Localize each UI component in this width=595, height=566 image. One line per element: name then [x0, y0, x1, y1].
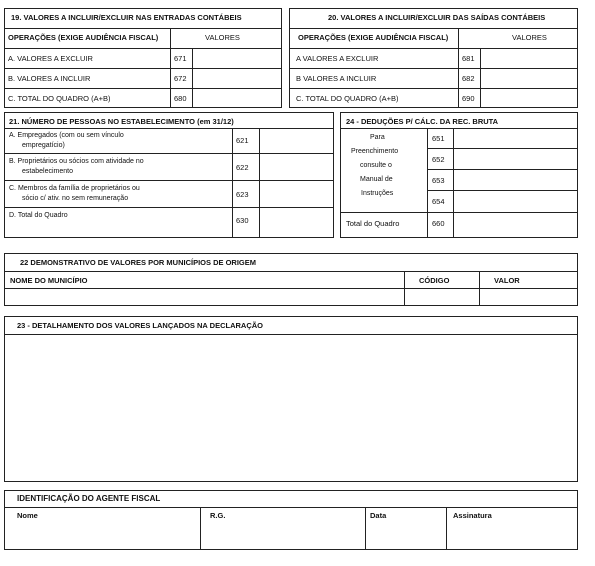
- divider: [4, 507, 578, 508]
- agent-col-assinatura: Assinatura: [453, 511, 492, 520]
- s22-col-codigo: CÓDIGO: [419, 276, 450, 285]
- s21-row-code: 621: [236, 136, 249, 145]
- s20-value-field[interactable]: [481, 89, 577, 107]
- s22-municipio-field[interactable]: [5, 289, 403, 305]
- s20-row-code: 690: [462, 94, 475, 103]
- s21-row-line2: empregatício): [22, 142, 65, 149]
- agent-col-rg: R.G.: [210, 511, 226, 520]
- agent-title: IDENTIFICAÇÃO DO AGENTE FISCAL: [17, 494, 161, 503]
- s19-value-field[interactable]: [193, 49, 281, 67]
- s20-row-label: C. TOTAL DO QUADRO (A+B): [296, 94, 399, 103]
- s20-col-operations: OPERAÇÕES (EXIGE AUDIÊNCIA FISCAL): [298, 33, 449, 42]
- s21-row-line1: A. Empregados (com ou sem vínculo: [9, 132, 124, 139]
- s19-row-label: C. TOTAL DO QUADRO (A+B): [8, 94, 111, 103]
- s20-value-field[interactable]: [481, 49, 577, 67]
- s19-row-label: B. VALORES A INCLUIR: [8, 74, 91, 83]
- section-19-title: 19. VALORES A INCLUIR/EXCLUIR NAS ENTRADAS CONTÁBEIS: [11, 13, 242, 22]
- s24-total-field[interactable]: [454, 213, 577, 237]
- s21-row-code: 622: [236, 163, 249, 172]
- s21-row-line1: B. Proprietários ou sócios com atividade no: [9, 158, 144, 165]
- s23-details-area[interactable]: [5, 335, 577, 481]
- s24-code: 654: [432, 197, 445, 206]
- s24-code: 653: [432, 176, 445, 185]
- s24-code: 652: [432, 155, 445, 164]
- s24-total-label: Total do Quadro: [346, 219, 400, 228]
- section-20-title: 20. VALORES A INCLUIR/EXCLUIR DAS SAÍDAS CONTÁBEIS: [328, 13, 546, 22]
- s19-row-code: 680: [174, 94, 187, 103]
- s19-col-values: VALORES: [205, 33, 240, 42]
- s20-row-label: B VALORES A INCLUIR: [296, 74, 377, 83]
- s21-row-line1: D. Total do Quadro: [9, 212, 68, 219]
- s19-row-label: A. VALORES A EXCLUIR: [8, 54, 93, 63]
- s24-instruction-line: Instruções: [361, 190, 394, 197]
- agent-col-nome: Nome: [17, 511, 38, 520]
- agent-rg-field[interactable]: [201, 523, 364, 549]
- s20-value-field[interactable]: [481, 69, 577, 87]
- s24-instruction-line: Preenchimento: [351, 148, 399, 155]
- s22-valor-field[interactable]: [480, 289, 577, 305]
- s21-value-field[interactable]: [260, 154, 333, 179]
- s20-row-code: 681: [462, 54, 475, 63]
- s24-value-field[interactable]: [454, 170, 577, 189]
- s24-value-field[interactable]: [454, 191, 577, 211]
- agent-data-field[interactable]: [366, 523, 445, 549]
- s22-col-valor: VALOR: [494, 276, 520, 285]
- s21-row-line2: estabelecimento: [22, 168, 73, 175]
- s21-value-field[interactable]: [260, 181, 333, 206]
- section-24-title: 24 - DEDUÇÕES P/ CÁLC. DA REC. BRUTA: [346, 117, 499, 126]
- s21-value-field[interactable]: [260, 129, 333, 152]
- divider: [4, 271, 578, 272]
- agent-col-data: Data: [370, 511, 387, 520]
- s19-value-field[interactable]: [193, 89, 281, 107]
- agent-nome-field[interactable]: [5, 523, 199, 549]
- agent-assinatura-field[interactable]: [447, 523, 577, 549]
- section-21-title: 21. NÚMERO DE PESSOAS NO ESTABELECIMENTO (em 31/12): [9, 117, 234, 126]
- s22-col-municipio: NOME DO MUNICÍPIO: [10, 276, 88, 285]
- s24-instruction-line: Para: [370, 134, 385, 141]
- s19-value-field[interactable]: [193, 69, 281, 87]
- s24-instruction-line: consulte o: [360, 162, 392, 169]
- s20-col-values: VALORES: [512, 33, 547, 42]
- s22-codigo-field[interactable]: [405, 289, 478, 305]
- s20-row-code: 682: [462, 74, 475, 83]
- divider: [232, 128, 233, 238]
- s19-row-code: 671: [174, 54, 187, 63]
- divider: [289, 28, 578, 29]
- s24-value-field[interactable]: [454, 129, 577, 147]
- s21-value-field[interactable]: [260, 208, 333, 237]
- s24-value-field[interactable]: [454, 149, 577, 168]
- section-22-title: 22 DEMONSTRATIVO DE VALORES POR MUNICÍPIOS DE ORIGEM: [20, 258, 256, 267]
- s20-row-label: A VALORES A EXCLUIR: [296, 54, 379, 63]
- s21-row-line2: sócio c/ ativ. no sem remuneração: [22, 195, 129, 202]
- s24-total-code: 660: [432, 219, 445, 228]
- s24-code: 651: [432, 134, 445, 143]
- s21-row-code: 623: [236, 190, 249, 199]
- s19-row-code: 672: [174, 74, 187, 83]
- s21-row-line1: C. Membros da família de proprietários ou: [9, 185, 140, 192]
- s19-col-operations: OPERAÇÕES (EXIGE AUDIÊNCIA FISCAL): [8, 33, 159, 42]
- s24-instruction-line: Manual de: [360, 176, 393, 183]
- s21-row-code: 630: [236, 216, 249, 225]
- section-23-title: 23 - DETALHAMENTO DOS VALORES LANÇADOS NA DECLARAÇÃO: [17, 321, 263, 330]
- divider: [427, 128, 428, 238]
- divider: [4, 28, 282, 29]
